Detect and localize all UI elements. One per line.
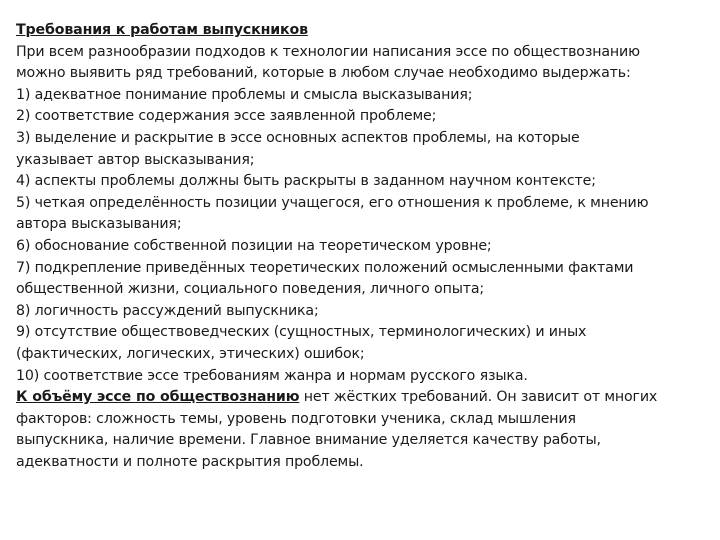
requirement-line: 3) выделение и раскрытие в эссе основных аспектов проблемы, на которые <box>16 129 580 146</box>
requirement-line: автора высказывания; <box>16 216 182 233</box>
requirement-line: 4) аспекты проблемы должны быть раскрыты в заданном научном контексте; <box>16 173 596 190</box>
volume-first-line-rest: нет жёстких требований. Он зависит от многих <box>299 389 658 406</box>
section-title: Требования к работам выпускников <box>16 22 308 38</box>
requirement-line: 5) четкая определённость позиции учащегося, его отношения к проблеме, к мнению <box>16 194 649 211</box>
volume-heading: К объёму эссе по обществознанию <box>16 389 300 406</box>
requirement-line: 7) подкрепление приведённых теоретических положений осмысленными фактами <box>16 259 634 276</box>
text-block <box>16 20 706 473</box>
requirement-line: 6) обоснование собственной позиции на теоретическом уровне; <box>16 237 492 254</box>
requirement-line: 2) соответствие содержания эссе заявленной проблеме; <box>16 108 437 125</box>
requirement-line: 10) соответствие эссе требованиям жанра и нормам русского языка. <box>16 367 528 384</box>
requirement-line: 9) отсутствие обществоведческих (сущностных, терминологических) и иных <box>16 324 587 341</box>
intro-line: можно выявить ряд требований, которые в любом случае необходимо выдержать: <box>16 65 631 82</box>
requirement-line: указывает автор высказывания; <box>16 151 255 168</box>
requirement-line: (фактических, логических, этических) ошибок; <box>16 345 365 362</box>
volume-line: выпускника, наличие времени. Главное внимание уделяется качеству работы, <box>16 432 601 449</box>
intro-line: При всем разнообразии подходов к технологии написания эссе по обществознанию <box>16 43 640 60</box>
volume-first-line <box>16 387 706 409</box>
requirement-line: общественной жизни, социального поведения, личного опыта; <box>16 281 485 298</box>
requirement-line: 1) адекватное понимание проблемы и смысла высказывания; <box>16 86 473 103</box>
volume-line: адекватности и полноте раскрытия проблемы. <box>16 453 364 470</box>
volume-line: факторов: сложность темы, уровень подготовки ученика, склад мышления <box>16 410 576 427</box>
requirement-line: 8) логичность рассуждений выпускника; <box>16 302 319 319</box>
